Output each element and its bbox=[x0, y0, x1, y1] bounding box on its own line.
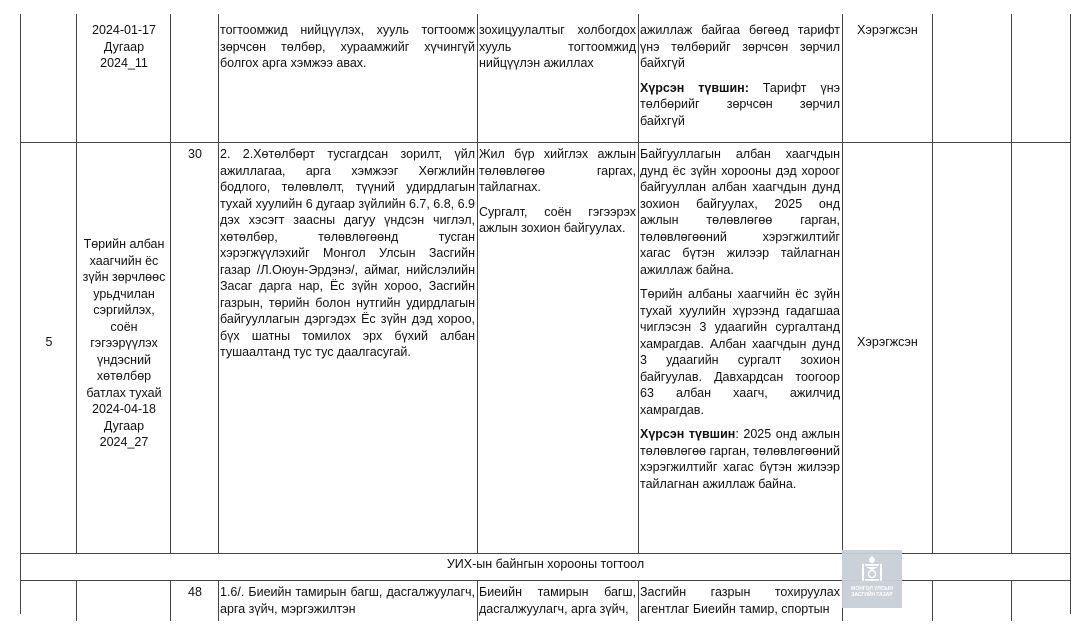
item-number-cell: 48 bbox=[188, 585, 202, 599]
table-border bbox=[170, 581, 171, 621]
resolution-cell: 2024-01-17 Дугаар 2024_11 bbox=[92, 23, 156, 70]
table-border bbox=[477, 14, 478, 554]
result-level-label: Хүрсэн түвшин bbox=[640, 427, 736, 441]
table-border bbox=[842, 14, 843, 554]
logo-text: МОНГОЛ УЛСЫН ЗАСГИЙН ГАЗАР bbox=[851, 586, 893, 598]
table-border bbox=[477, 581, 478, 621]
measure-paragraph: Жил бүр хийглэх ажлын төлөвлөгөө гаргах, тайлагнах. bbox=[479, 147, 636, 194]
task-cell: 2. 2.Хөтөлбөрт тусгагдсан зорилт, үйл ажиллагаа, арга хэмжээг Хөгжлийн бодлого, төлөвлөлт, түүний удирдлагын тухай хуулийн 6 дугаар зүйлийн 6.7, 6.8, 6.9 дэх хэсэгт заасны дагуу үндсэн чиглэл, хөтөлбөр, төлөвлөгөөнд тусган хэрэгжүүлэхийг Монгол Улсын Засгийн газар /Л.Оюун-Эрдэнэ/, аймаг, нийслэлийн Засаг дарга нар, Ёс зүйн хороо, Засгийн газрын, төрийн болон нутгийн удирдлагын байгууллагын дэргэдэх Ёс зүйн дэд хороо, бүх шатны томилох эрх бүхий албан тушаалтанд тус тус даалгасугай. bbox=[220, 147, 475, 359]
result-cell bbox=[640, 22, 840, 129]
measure-cell: Биеийн тамирын багш, дасгалжуулагч, арга зүйч, bbox=[479, 585, 636, 616]
soyombo-emblem-icon bbox=[857, 554, 887, 584]
table-border bbox=[20, 553, 1071, 554]
measure-cell bbox=[479, 146, 636, 237]
status-cell: Хэрэгжсэн bbox=[857, 23, 918, 37]
table-border bbox=[932, 581, 933, 621]
task-cell: тогтоомжид нийцүүлэх, хууль тогтоомж зөрчсөн төлбөр, хураамжийг хүчингүй болгох арга хэмжээ авах. bbox=[220, 23, 475, 70]
government-logo bbox=[842, 550, 902, 608]
table-border bbox=[20, 580, 1071, 581]
result-paragraph: Байгууллагын албан хаагчдын дунд ёс зүйн хорооны дэд хороог байгууллан албан хаагчдын дунд зохион байгуулах, 2025 онд ажлын төлөвлөгөө гарган, төлөвлөгөөний хэрэгжилтийг хагас бүтэн жилээр тайлагнан ажиллаж байна. bbox=[640, 147, 840, 277]
result-level-text: : 2025 онд ажлын төлөвлөгөө гарган, төлөвлөгөөний хэрэгжилтийг хагас бүтэн жилээр тайлагнан ажиллаж байна. bbox=[640, 427, 840, 491]
table-border bbox=[170, 14, 171, 554]
table-border bbox=[1011, 14, 1012, 554]
result-paragraph: Төрийн албаны хаагчийн ёс зүйн тухай хуулийн хүрээнд гадагшаа чиглэсэн 3 удаагийн сургалтанд хамрагдав. Албан хаагчдын дунд 3 удаагийн сургалт зохион байгуулав. Давхардсан тоогоор 63 албан хаагч, ажилчид хамрагдав. bbox=[640, 287, 840, 417]
table-border bbox=[218, 581, 219, 621]
result-paragraph: ажиллаж байгаа бөгөөд тарифт үнэ төлбөрийг зөрчсөн зөрчил байхгүй bbox=[640, 23, 840, 70]
result-level-text: Тарифт үнэ төлбөрийг зөрчсөн зөрчил байхгүй bbox=[640, 80, 840, 128]
table-border bbox=[1011, 581, 1012, 621]
table-border bbox=[932, 14, 933, 554]
table-border bbox=[638, 581, 639, 621]
table-border bbox=[76, 14, 77, 554]
result-cell bbox=[640, 146, 840, 492]
table-border bbox=[20, 14, 21, 614]
row-number-cell: 5 bbox=[45, 335, 53, 349]
result-level-label: Хүрсэн түвшин: bbox=[640, 80, 749, 95]
table-border bbox=[1070, 14, 1071, 614]
task-cell: 1.6/. Биеийн тамирын багш, дасгалжуулагч, арга зүйч, мэргэжилтэн bbox=[220, 585, 475, 616]
table-border bbox=[218, 14, 219, 554]
section-header: УИХ-ын байнгын хорооны тогтоол bbox=[446, 557, 645, 571]
status-cell: Хэрэгжсэн bbox=[857, 335, 918, 349]
table-border bbox=[20, 142, 1071, 143]
item-number-cell: 30 bbox=[188, 147, 202, 161]
resolution-cell: Төрийн албан хаагчийн ёс зүйн зөрчлөөс урьдчилан сэргийлэх, соён гэгээрүүлэх үндэсний хөтөлбөр батлах тухай 2024-04-18 Дугаар 2024_27 bbox=[82, 237, 166, 449]
result-paragraph bbox=[640, 426, 840, 492]
measure-cell: зохицуулалтыг холбогдох хууль тогтоомжид нийцүүлэн ажиллах bbox=[479, 23, 636, 70]
measure-paragraph: Сургалт, соён гэгээрэх ажлын зохион байгуулах. bbox=[479, 204, 636, 235]
result-paragraph bbox=[640, 80, 840, 130]
table-border bbox=[638, 14, 639, 554]
table-border bbox=[76, 581, 77, 621]
result-cell: Засгийн газрын тохируулах агентлаг Биеийн тамир, спортын bbox=[640, 585, 840, 616]
